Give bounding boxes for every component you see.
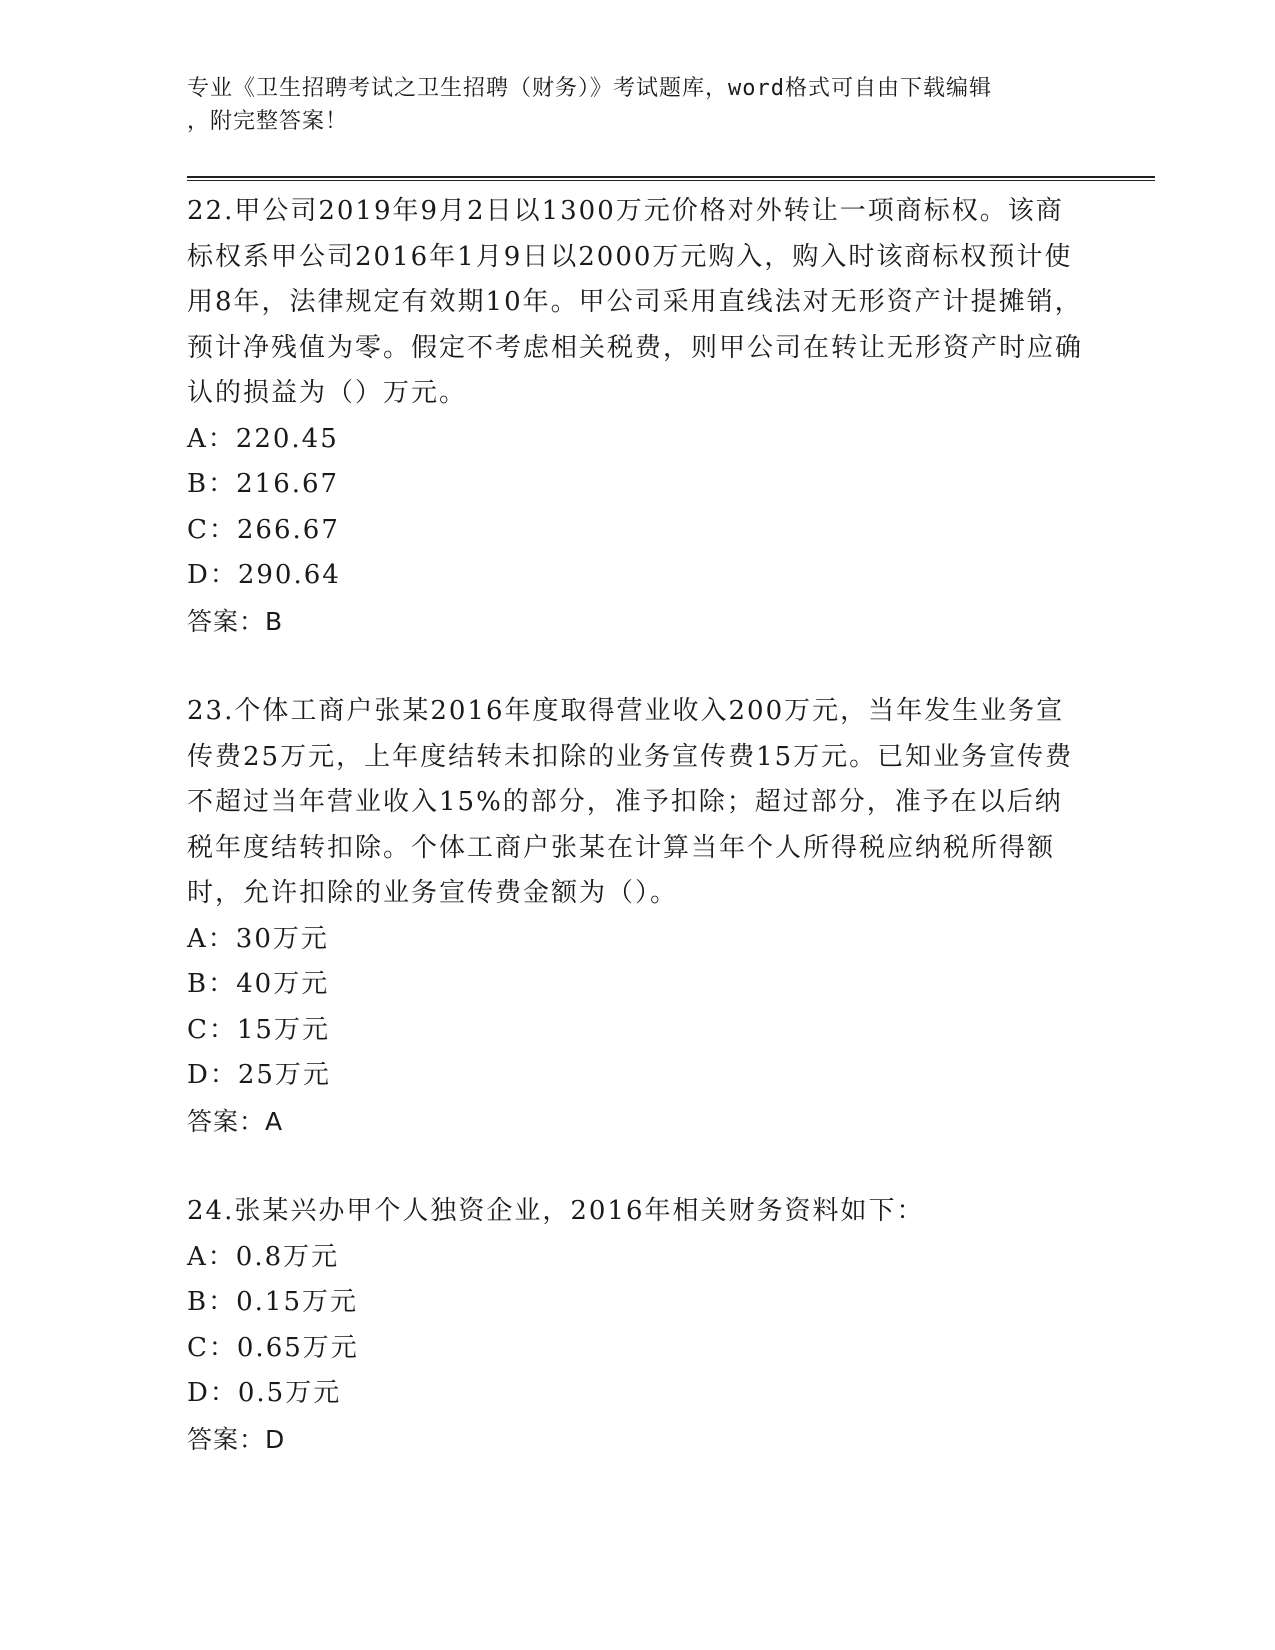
question-22 bbox=[187, 189, 1087, 644]
question-stem: 23.个体工商户张某2016年度取得营业收入200万元，当年发生业务宣传费25万元，上年度结转未扣除的业务宣传费15万元。已知业务宣传费不超过当年营业收入15%的部分，准予扣除；超过部分，准予在以后纳税年度结转扣除。个体工商户张某在计算当年个人所得税应纳税所得额时，允许扣除的业务宣传费金额为（）。 bbox=[187, 696, 1074, 908]
header-divider bbox=[187, 176, 1155, 181]
option-c: C：266.67 bbox=[187, 514, 340, 545]
answer-line: 答案：D bbox=[187, 1424, 286, 1454]
option-b: B：40万元 bbox=[187, 969, 330, 999]
answer-line: 答案：B bbox=[187, 606, 284, 636]
option-a: A：220.45 bbox=[187, 423, 339, 454]
question-stem: 22.甲公司2019年9月2日以1300万元价格对外转让一项商标权。该商标权系甲公司2016年1月9日以2000万元购入，购入时该商标权预计使用8年，法律规定有效期10年。甲公司采用直线法对无形资产计提摊销，预计净残值为零。假定不考虑相关税费，则甲公司在转让无形资产时应确认的损益为（）万元。 bbox=[187, 196, 1084, 408]
question-24 bbox=[187, 1189, 1087, 1462]
option-a: A：0.8万元 bbox=[187, 1241, 340, 1272]
option-b: B：0.15万元 bbox=[187, 1287, 358, 1317]
question-23 bbox=[187, 689, 1087, 1144]
option-d: D：25万元 bbox=[187, 1060, 331, 1090]
option-b: B：216.67 bbox=[187, 469, 340, 499]
header-line-2: ，附完整答案！ bbox=[187, 109, 349, 134]
question-stem: 24.张某兴办甲个人独资企业，2016年相关财务资料如下： bbox=[187, 1196, 925, 1226]
header-line-1: 专业《卫生招聘考试之卫生招聘（财务）》考试题库，word格式可自由下载编辑 bbox=[187, 76, 992, 101]
option-a: A：30万元 bbox=[187, 923, 329, 954]
option-d: D：0.5万元 bbox=[187, 1378, 342, 1408]
option-c: C：15万元 bbox=[187, 1014, 330, 1045]
option-d: D：290.64 bbox=[187, 560, 341, 590]
answer-line: 答案：A bbox=[187, 1106, 284, 1136]
document-header bbox=[187, 72, 1087, 138]
option-c: C：0.65万元 bbox=[187, 1332, 359, 1363]
